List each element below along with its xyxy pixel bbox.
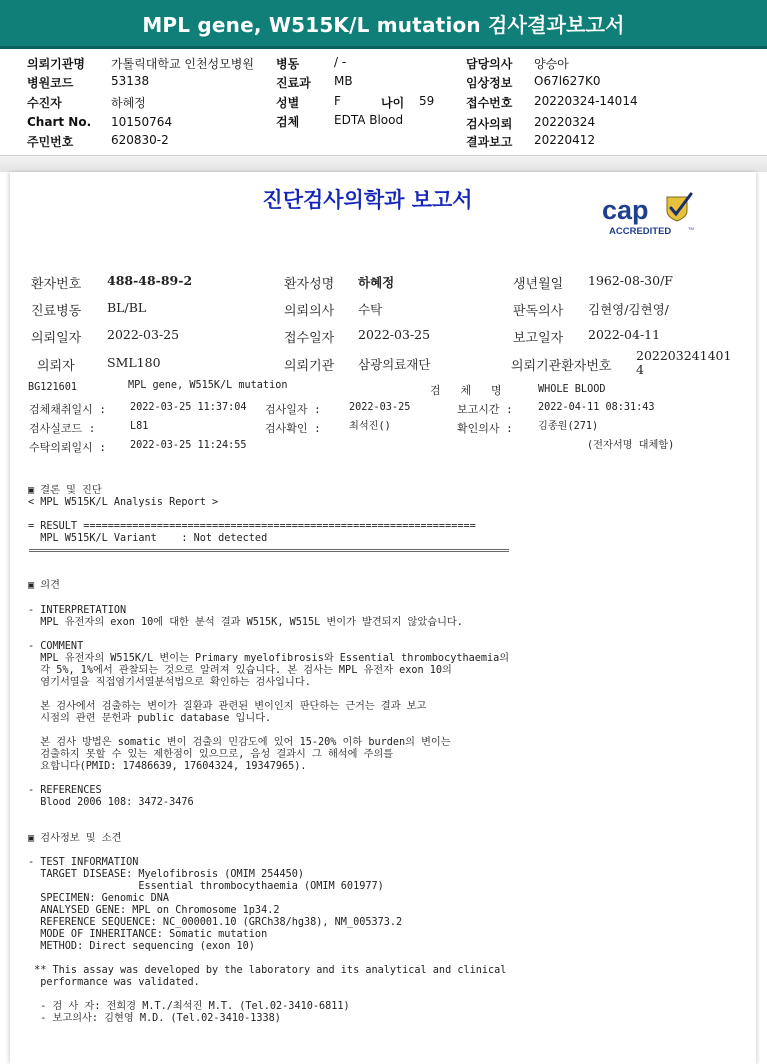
report-body-line: 시점의 관련 문헌과 public database 입니다. [28, 713, 272, 724]
report-body-line: 본 검사 방법은 somatic 변이 검출의 민감도에 있어 15-20% 이하 burden의 변이는 [28, 737, 451, 748]
value-requester: SML180 [107, 355, 161, 370]
report-body-line: METHOD: Direct sequencing (exon 10) [28, 941, 255, 952]
label-requesting-institution: 의뢰기관 [284, 359, 335, 374]
collect-time-value: 2022-03-25 11:37:04 [130, 402, 247, 413]
report-body-line: - COMMENT [28, 641, 84, 652]
report-body-line: SPECIMEN: Genomic DNA [28, 893, 170, 904]
header-label-chart-no: Chart No. [27, 115, 92, 129]
header-value-clinical-info: O67l627K0 [534, 74, 601, 88]
label-institution-patient-number: 의뢰기관환자번호 [511, 359, 612, 374]
report-body-line: = RESULT ================================================================ [28, 521, 476, 532]
report-body-line: ▣ 결론 및 진단 [28, 485, 102, 496]
report-body-line: performance was validated. [28, 977, 200, 988]
report-body-line: - 검 사 자: 전희경 M.T./최석진 M.T. (Tel.02-3410-6811) [28, 1001, 350, 1012]
test-date-label: 검사일자 : [265, 403, 321, 416]
header-label-department: 진료과 [276, 76, 311, 90]
label-request-date: 의뢰일자 [31, 331, 82, 346]
lab-code-value: L81 [130, 421, 149, 432]
report-body-line: 염기서열을 직접염기서열분석법으로 확인하는 검사입니다. [28, 677, 311, 688]
report-body-line: ▣ 검사정보 및 소견 [28, 833, 122, 844]
header-value-chart-no: 10150764 [111, 115, 173, 129]
report-body-line: ▣ 의견 [28, 580, 60, 591]
header-value-department: MB [334, 74, 353, 88]
header-value-accession: 20220324-14014 [534, 94, 638, 108]
header-value-hospital-code: 53138 [111, 74, 150, 88]
header-label-ward: 병동 [276, 57, 300, 71]
header-value-institution: 가톨릭대학교 인천성모병원 [111, 57, 254, 71]
value-patient-name: 하혜정 [358, 275, 395, 290]
report-body-line: 각 5%, 1%에서 관찰되는 것으로 알려져 있습니다. 본 검사는 MPL 유전자 exon 10의 [28, 665, 452, 676]
result-double-rule [29, 549, 509, 552]
label-requester: 의뢰자 [37, 359, 75, 374]
label-ward: 진료병동 [31, 304, 82, 319]
report-body-line: - 보고의사: 김현영 M.D. (Tel.02-3410-1338) [28, 1013, 281, 1024]
svg-text:ACCREDITED: ACCREDITED [609, 226, 672, 237]
svg-text:TM: TM [688, 226, 694, 231]
value-patient-number: 488-48-89-2 [107, 273, 193, 288]
test-date-value: 2022-03-25 [349, 402, 411, 413]
report-banner-title: MPL gene, W515K/L mutation 검사결과보고서 [0, 0, 767, 49]
header-value-ward: / - [334, 55, 347, 69]
header-value-resident-no: 620830-2 [111, 133, 169, 147]
header-value-doctor: 양승아 [534, 57, 569, 71]
report-body-line: - REFERENCES [28, 785, 102, 796]
header-value-patient: 하혜정 [111, 96, 146, 110]
confirm-doctor-label: 확인의사 : [457, 422, 513, 435]
report-body-line: Essential thrombocythaemia (OMIM 601977) [28, 881, 384, 892]
header-value-age: 59 [419, 94, 435, 108]
value-birth-date: 1962-08-30/F [588, 273, 673, 288]
consign-time-label: 수탁의뢰일시 : [29, 441, 107, 454]
value-report-date: 2022-04-11 [588, 327, 661, 342]
header-label-result: 결과보고 [466, 135, 513, 149]
value-ward: BL/BL [107, 300, 147, 315]
report-body-line: - TEST INFORMATION [28, 857, 139, 868]
report-body-line: - INTERPRETATION [28, 605, 127, 616]
report-body-line: MPL W515K/L Variant : Not detected [28, 533, 268, 544]
svg-text:cap: cap [602, 195, 649, 225]
test-confirm-label: 검사확인 : [265, 422, 321, 435]
confirm-doctor-value: 김종원(271) [538, 421, 599, 432]
header-label-request: 검사의뢰 [466, 117, 513, 131]
specimen-label: 검 체 명 [430, 384, 502, 397]
header-label-institution: 의뢰기관명 [27, 57, 85, 71]
header-value-result: 20220412 [534, 133, 596, 147]
label-receipt-date: 접수일자 [284, 331, 335, 346]
label-reading-physician: 판독의사 [513, 304, 564, 319]
test-name: MPL gene, W515K/L mutation [128, 380, 288, 391]
header-label-hospital-code: 병원코드 [27, 76, 74, 90]
value-institution-patient-number-wrap: 4 [636, 362, 644, 377]
report-body-line: < MPL W515K/L Analysis Report > [28, 497, 219, 508]
report-body-line: ** This assay was developed by the laboratory and its analytical and clinical [28, 965, 507, 976]
report-time-value: 2022-04-11 08:31:43 [538, 402, 655, 413]
report-body-line: 본 검사에서 검출하는 변이가 질환과 관련된 변이인지 판단하는 근거는 결과 보고 [28, 701, 427, 712]
report-body-line: TARGET DISEASE: Myelofibrosis (OMIM 254450) [28, 869, 305, 880]
test-confirm-value: 최석진() [349, 421, 391, 432]
label-report-date: 보고일자 [513, 331, 564, 346]
value-ordering-physician: 수탁 [358, 302, 383, 317]
collect-time-label: 검체채취일시 : [29, 403, 107, 416]
label-ordering-physician: 의뢰의사 [284, 304, 335, 319]
header-label-age: 나이 [381, 96, 405, 110]
report-body-line: 요합니다(PMID: 17486639, 17604324, 19347965). [28, 761, 307, 772]
electronic-signature-note: (전자서명 대체함) [587, 440, 675, 451]
value-requesting-institution: 삼광의료재단 [358, 357, 431, 372]
page-separator [0, 155, 767, 172]
header-label-sex: 성별 [276, 96, 300, 110]
report-title: 진단검사의학과 보고서 [262, 187, 473, 212]
header-label-patient: 수진자 [27, 96, 62, 110]
report-time-label: 보고시간 : [457, 403, 513, 416]
value-request-date: 2022-03-25 [107, 327, 180, 342]
label-patient-name: 환자성명 [284, 277, 335, 292]
header-value-sex: F [334, 94, 341, 108]
header-label-accession: 접수번호 [466, 96, 513, 110]
report-body-line: MPL 유전자의 W515K/L 변이는 Primary myelofibrosis와 Essential thrombocythaemia의 [28, 653, 510, 664]
report-body-line: Blood 2006 108: 3472-3476 [28, 797, 194, 808]
specimen-value: WHOLE BLOOD [538, 384, 606, 395]
label-birth-date: 생년월일 [513, 277, 564, 292]
value-institution-patient-number: 202203241401 [636, 348, 732, 363]
header-label-doctor: 담당의사 [466, 57, 513, 71]
header-value-request: 20220324 [534, 115, 596, 129]
report-body-line: 검출하지 못할 수 있는 제한점이 있으므로, 음성 결과시 그 해석에 주의를 [28, 749, 394, 760]
report-body-line: MPL 유전자의 exon 10에 대한 분석 결과 W515K, W515L 변이가 발견되지 않았습니다. [28, 617, 463, 628]
value-receipt-date: 2022-03-25 [358, 327, 431, 342]
report-body-line: REFERENCE SEQUENCE: NC_000001.10 (GRCh38/hg38), NM_005373.2 [28, 917, 403, 928]
lab-code-label: 검사실코드 : [29, 422, 96, 435]
consign-time-value: 2022-03-25 11:24:55 [130, 440, 247, 451]
cap-accredited-logo [601, 191, 703, 237]
report-body-line: ANALYSED GENE: MPL on Chromosome 1p34.2 [28, 905, 280, 916]
label-patient-number: 환자번호 [31, 277, 82, 292]
value-reading-physician: 김현영/김현영/ [588, 302, 669, 317]
header-label-clinical-info: 임상정보 [466, 76, 513, 90]
header-label-specimen: 검체 [276, 115, 300, 129]
header-label-resident-no: 주민번호 [27, 135, 74, 149]
report-body-line: MODE OF INHERITANCE: Somatic mutation [28, 929, 268, 940]
test-code: BG121601 [28, 382, 78, 393]
header-value-specimen: EDTA Blood [334, 113, 404, 127]
